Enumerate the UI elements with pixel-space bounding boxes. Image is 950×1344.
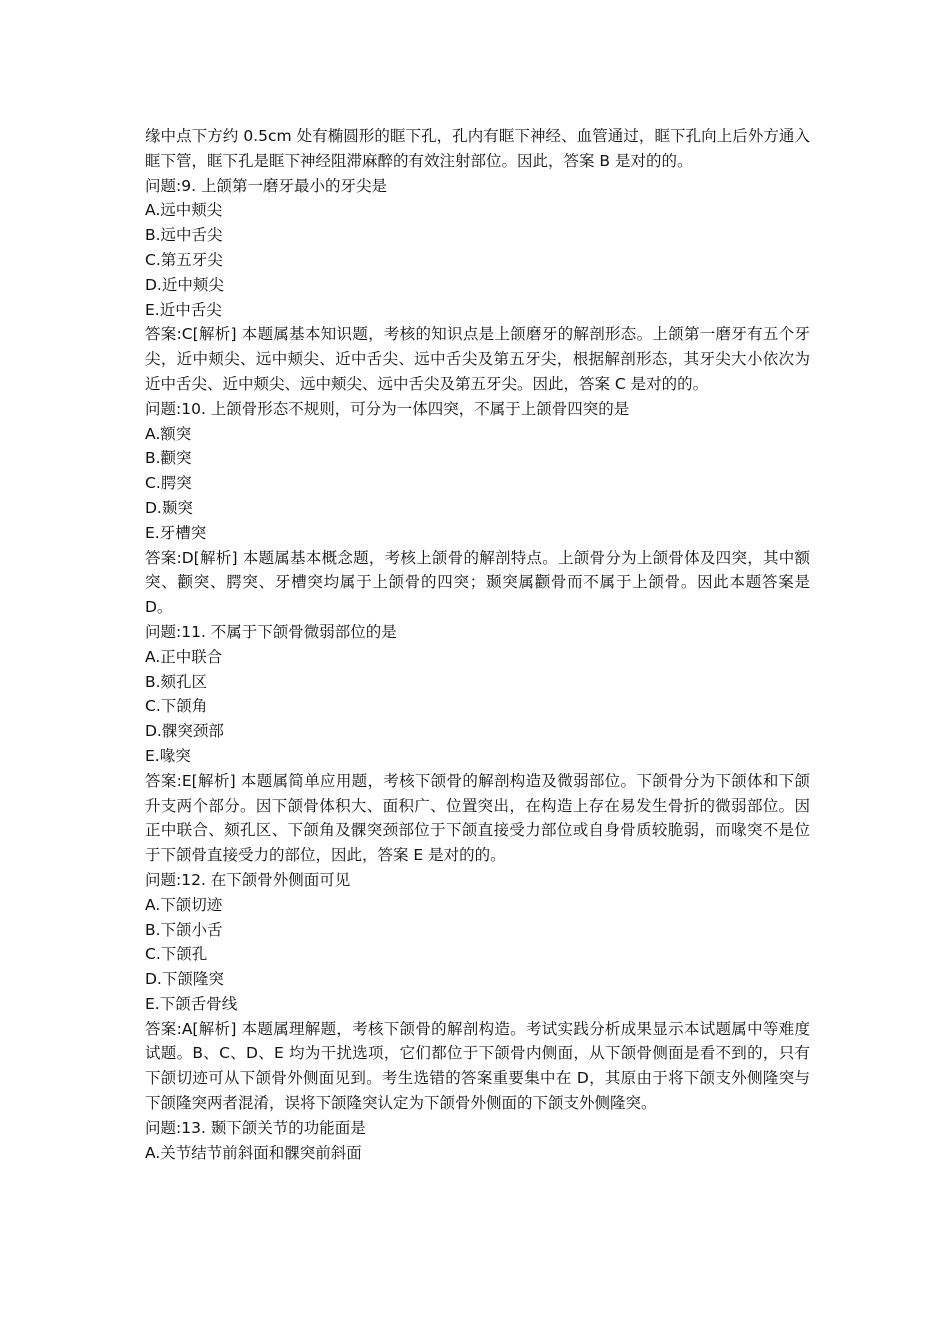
question-stem: 问题:9. 上颌第一磨牙最小的牙尖是 [145, 176, 387, 195]
answer-explanation: 答案:A[解析] 本题属理解题，考核下颌骨的解剖构造。考试实践分析成果显示本试题属中等难度试题。B、C、D、E 均为干扰选项，它们都位于下颌骨内侧面，从下颌骨侧面是看不到的，只有下颌切迹可从下颌骨外侧面见到。考生选错的答案重要集中在 D，其原由于将下颌支外侧隆突与下颌隆突两者混淆，误将下颌隆突认定为下颌骨外侧面的下颌支外侧隆突。 [145, 1019, 810, 1113]
option-a: A.正中联合 [145, 647, 223, 666]
answer-explanation: 答案:E[解析] 本题属简单应用题，考核下颌骨的解剖构造及微弱部位。下颌骨分为下颌体和下颌升支两个部分。因下颌骨体积大、面积广、位置突出，在构造上存在易发生骨折的微弱部位。因正中联合、颏孔区、下颌角及髁突颈部位于下颌直接受力部位或自身骨质较脆弱，而喙突不是位于下颌骨直接受力的部位，因此，答案 E 是对的的。 [145, 771, 810, 865]
question-stem: 问题:11. 不属于下颌骨微弱部位的是 [145, 622, 397, 641]
question-block-11 [145, 620, 810, 868]
question-stem: 问题:12. 在下颌骨外侧面可见 [145, 870, 351, 889]
option-e: E.牙槽突 [145, 523, 207, 542]
option-a: A.下颌切迹 [145, 895, 223, 914]
option-d: D.近中颊尖 [145, 275, 224, 294]
option-e: E.喙突 [145, 746, 191, 765]
answer-explanation: 答案:C[解析] 本题属基本知识题，考核的知识点是上颌磨牙的解剖形态。上颌第一磨牙有五个牙尖，近中颊尖、远中颊尖、近中舌尖、远中舌尖及第五牙尖，根据解剖形态，其牙尖大小依次为近中舌尖、近中颊尖、远中颊尖、远中舌尖及第五牙尖。因此，答案 C 是对的的。 [145, 325, 810, 393]
option-a: A.关节结节前斜面和髁突前斜面 [145, 1143, 362, 1162]
option-c: C.第五牙尖 [145, 250, 223, 269]
option-a: A.远中颊尖 [145, 201, 223, 220]
option-b: B.颧突 [145, 449, 192, 468]
option-a: A.额突 [145, 424, 192, 443]
option-d: D.颞突 [145, 498, 193, 517]
question-block-10 [145, 397, 810, 620]
option-c: C.腭突 [145, 474, 192, 493]
option-e: E.下颌舌骨线 [145, 994, 238, 1013]
question-stem: 问题:10. 上颌骨形态不规则，可分为一体四突，不属于上颌骨四突的是 [145, 399, 630, 418]
question-stem: 问题:13. 颞下颌关节的功能面是 [145, 1118, 366, 1137]
answer-explanation: 答案:D[解析] 本题属基本概念题，考核上颌骨的解剖特点。上颌骨分为上颌骨体及四突，其中额突、颧突、腭突、牙槽突均属于上颌骨的四突；颞突属颧骨而不属于上颌骨。因此本题答案是 D。 [145, 548, 810, 617]
option-d: D.下颌隆突 [145, 970, 224, 989]
document-page [145, 124, 810, 1165]
option-b: B.远中舌尖 [145, 226, 223, 245]
option-d: D.髁突颈部 [145, 722, 224, 741]
intro-paragraph: 缘中点下方约 0.5cm 处有椭圆形的眶下孔，孔内有眶下神经、血管通过，眶下孔向上后外方通入眶下管，眶下孔是眶下神经阻滞麻醉的有效注射部位。因此，答案 B 是对的的。 [145, 127, 810, 170]
option-c: C.下颌孔 [145, 945, 208, 964]
option-c: C.下颌角 [145, 697, 208, 716]
question-block-13 [145, 1116, 810, 1166]
option-b: B.颏孔区 [145, 672, 208, 691]
question-block-9 [145, 174, 810, 397]
option-e: E.近中舌尖 [145, 300, 222, 319]
option-b: B.下颌小舌 [145, 920, 223, 939]
question-block-12 [145, 868, 810, 1116]
